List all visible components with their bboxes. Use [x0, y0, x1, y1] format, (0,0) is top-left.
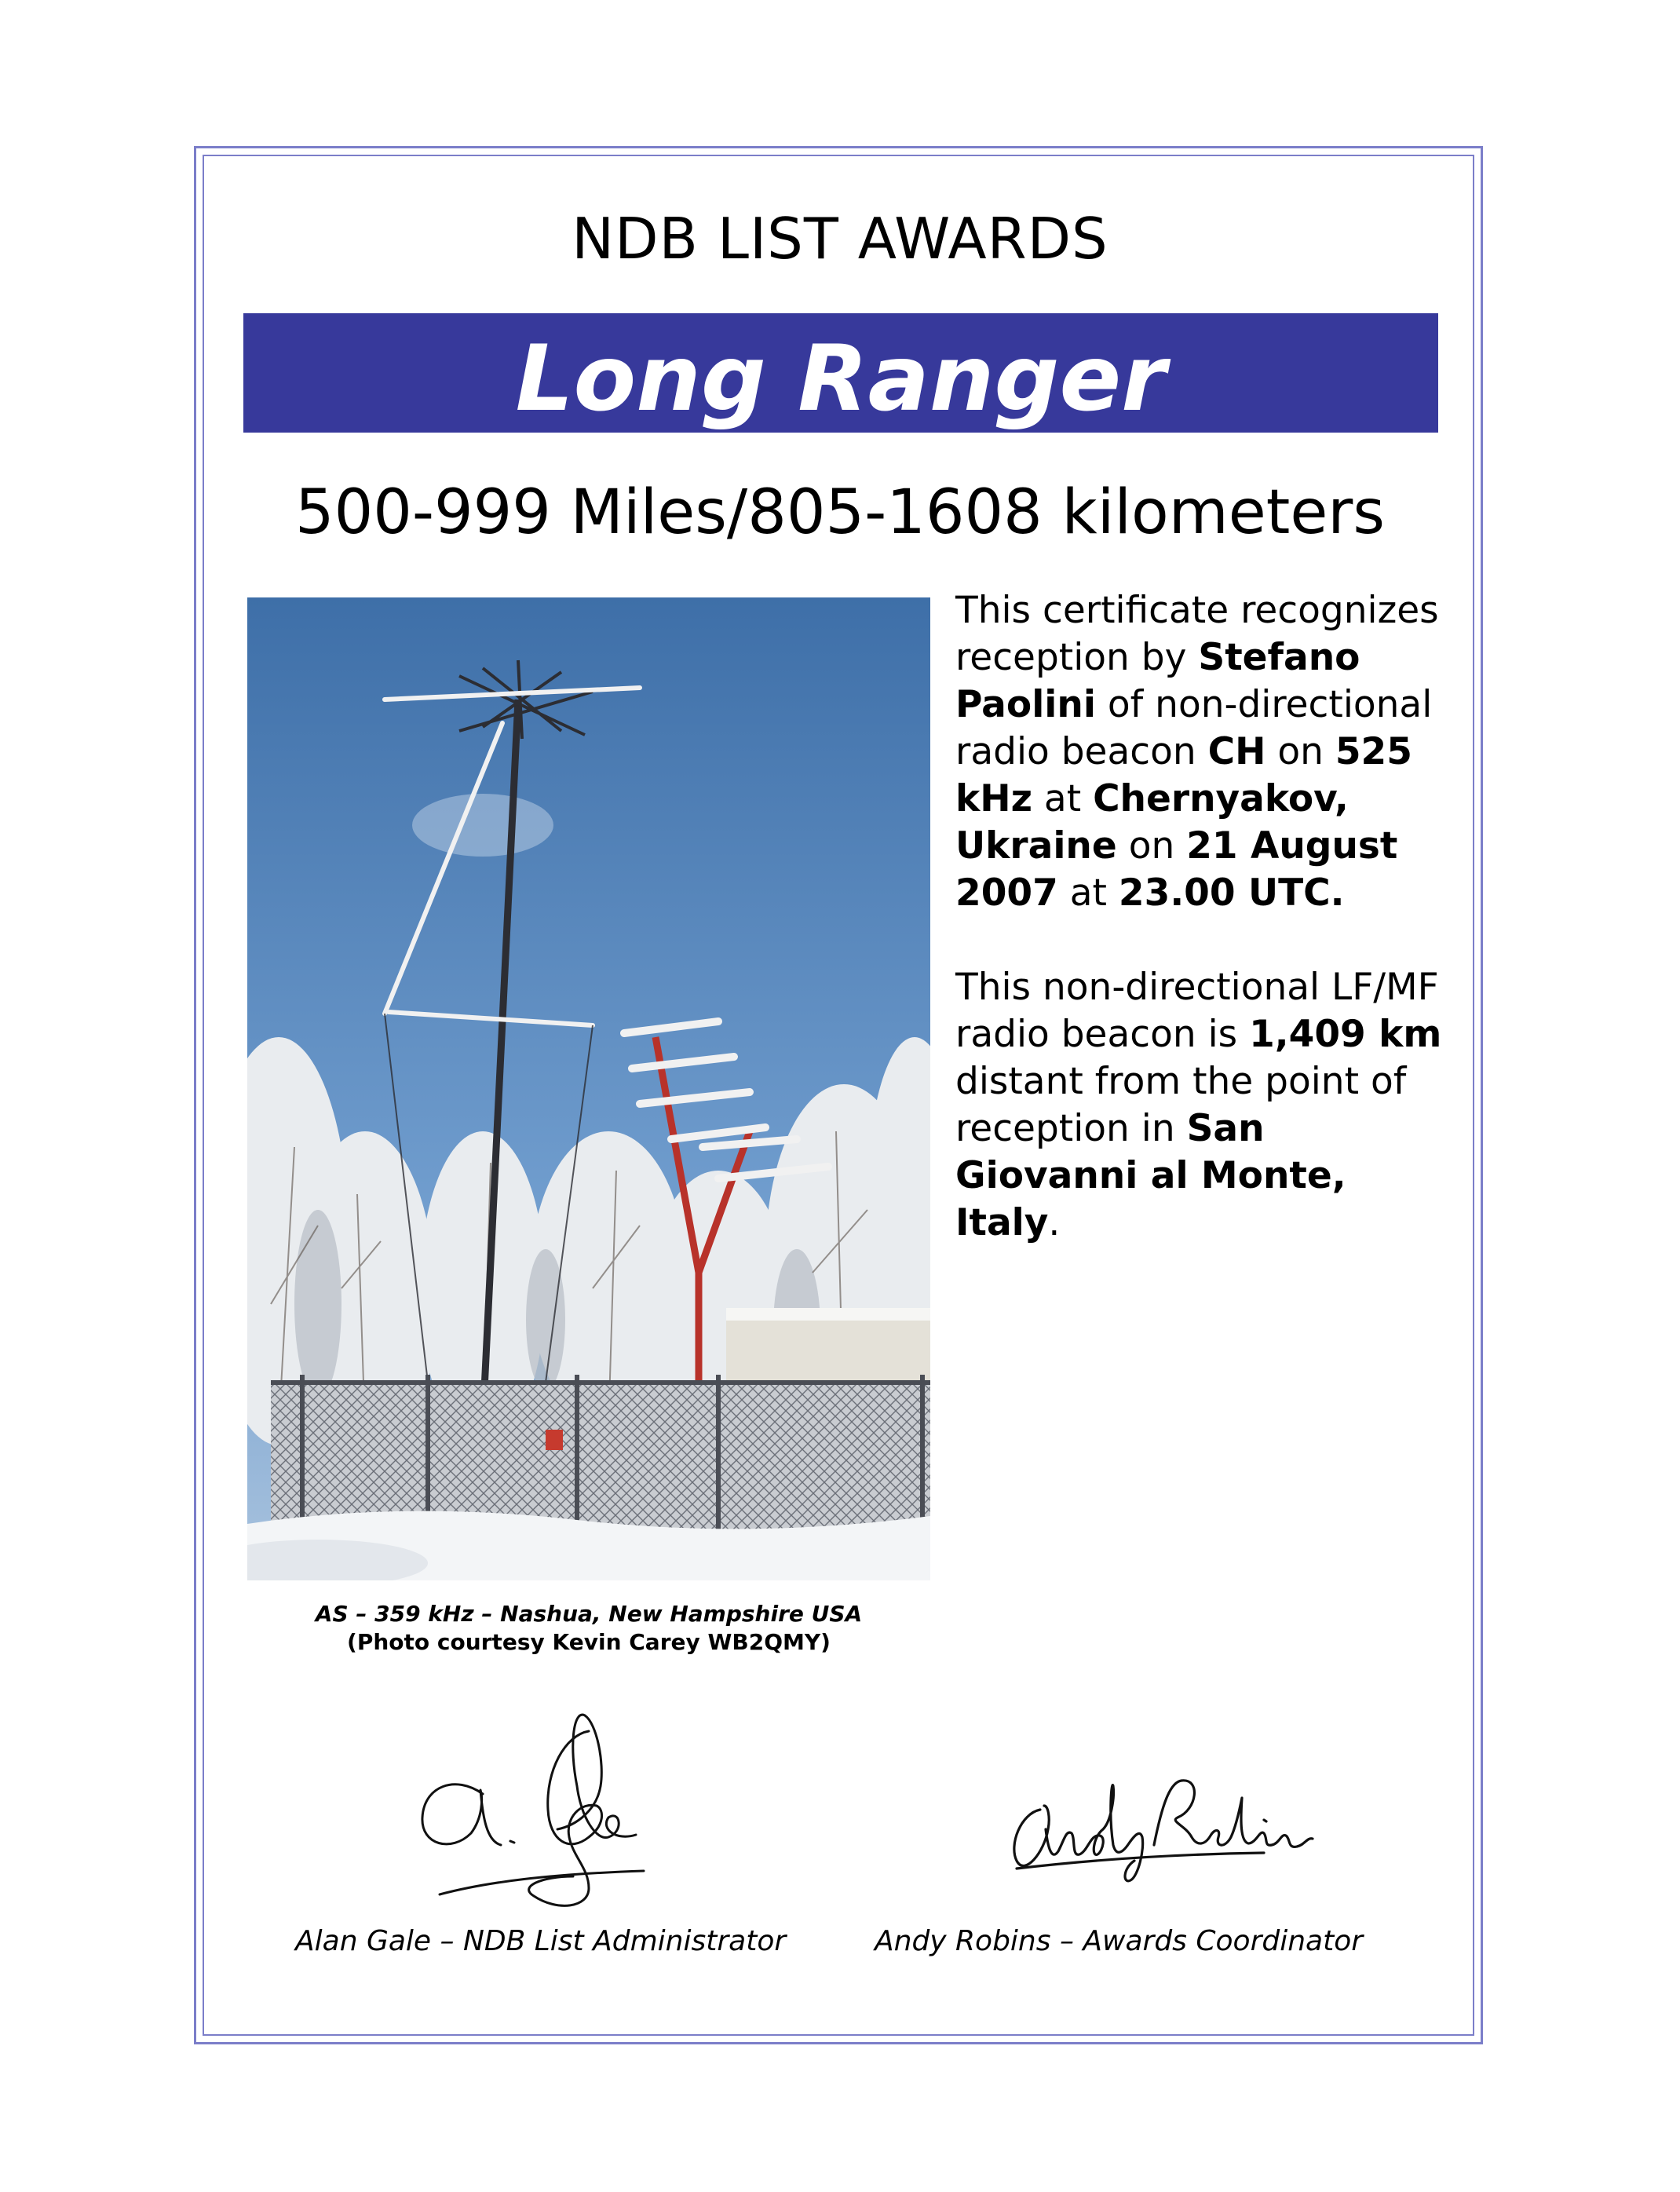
- certificate-body: [955, 587, 1458, 1247]
- signatory-right: Andy Robins – Awards Coordinator: [875, 1925, 1364, 1957]
- award-title: Long Ranger: [515, 326, 1167, 432]
- recipient-name: Stefano Paolini: [955, 636, 1360, 726]
- award-banner: [243, 313, 1438, 433]
- beacon-location: Chernyakov, Ukraine: [955, 777, 1349, 868]
- beacon-distance: 1,409 km: [1249, 1013, 1442, 1056]
- distance-range: 500-999 Miles/805-1608 kilometers: [294, 477, 1386, 548]
- beacon-frequency: 525 kHz: [955, 730, 1412, 820]
- photo-caption: [236, 1600, 942, 1657]
- reception-date: 21 August 2007: [955, 824, 1398, 915]
- andy-robins-signature: [1005, 1751, 1319, 1884]
- photo-caption-line2: (Photo courtesy Kevin Carey WB2QMY): [347, 1629, 831, 1655]
- certificate-heading: NDB LIST AWARDS: [572, 206, 1108, 272]
- reception-time: 23.00 UTC.: [1118, 871, 1345, 915]
- alan-gale-signature: [408, 1700, 659, 1912]
- beacon-id: CH: [1207, 730, 1266, 773]
- beacon-antenna-photo: [247, 597, 930, 1580]
- signatory-left: Alan Gale – NDB List Administrator: [295, 1925, 787, 1957]
- recognition-paragraph: This certificate recognizes reception by Stefano Paolini of non-directional radio beacon CH on 525 kHz at Chernyakov, Ukraine on 21 August 2007 at 23.00 UTC.: [955, 589, 1439, 915]
- photo-caption-line1: AS – 359 kHz – Nashua, New Hampshire USA: [315, 1601, 863, 1627]
- reception-location: San Giovanni al Monte, Italy: [955, 1107, 1346, 1244]
- distance-paragraph: This non-directional LF/MF radio beacon is 1,409 km distant from the point of reception in San Giovanni al Monte, Italy.: [955, 966, 1442, 1244]
